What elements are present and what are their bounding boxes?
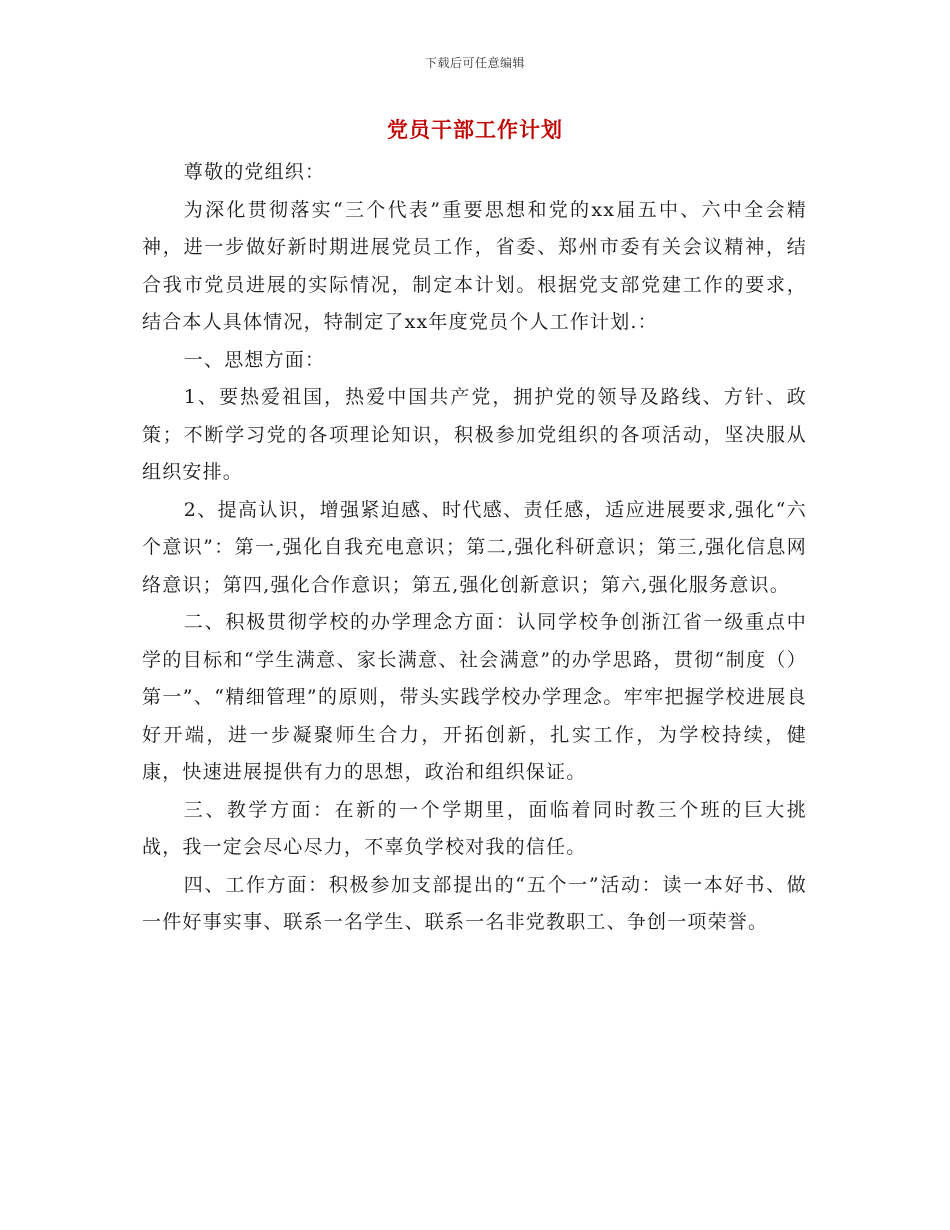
- paragraph-work: 四、工作方面：积极参加支部提出的“五个一”活动：读一本好书、做一件好事实事、联系一名学生、联系一名非党教职工、争创一项荣誉。: [142, 873, 807, 933]
- intro-paragraph: 为深化贯彻落实“三个代表”重要思想和党的xx届五中、六中全会精神，进一步做好新时期进展党员工作，省委、郑州市委有关会议精神，结合我市党员进展的实际情况，制定本计划。根据党支部党建工作的要求，结合本人具体情况，特制定了xx年度党员个人工作计划.：: [142, 198, 807, 333]
- salutation: 尊敬的党组织：: [183, 161, 326, 183]
- paragraph-item-2: 2、提高认识，增强紧迫感、时代感、责任感，适应进展要求,强化“六个意识”：第一,强化自我充电意识；第二,强化科研意识；第三,强化信息网络意识；第四,强化合作意识；第五,强化创新意识；第六,强化服务意识。: [142, 498, 807, 596]
- paragraph-item-1: 1、要热爱祖国，热爱中国共产党，拥护党的领导及路线、方针、政策；不断学习党的各项理论知识，积极参加党组织的各项活动，坚决服从组织安排。: [142, 386, 807, 483]
- document-body: [142, 154, 807, 942]
- document-title: 党员干部工作计划: [387, 117, 563, 142]
- section-heading-thought: 一、思想方面：: [183, 348, 326, 371]
- paragraph-teaching: 三、教学方面：在新的一个学期里，面临着同时教三个班的巨大挑战，我一定会尽心尽力，不辜负学校对我的信任。: [142, 798, 807, 858]
- paragraph-school-philosophy: 二、积极贯彻学校的办学理念方面：认同学校争创浙江省一级重点中学的目标和“学生满意、家长满意、社会满意”的办学思路，贯彻“制度（）第一”、“精细管理”的原则，带头实践学校办学理念。牢牢把握学校进展良好开端，进一步凝聚师生合力，开拓创新，扎实工作，为学校持续，健康，快速进展提供有力的思想，政治和组织保证。: [142, 611, 807, 783]
- header-note: 下载后可任意编辑: [424, 56, 525, 70]
